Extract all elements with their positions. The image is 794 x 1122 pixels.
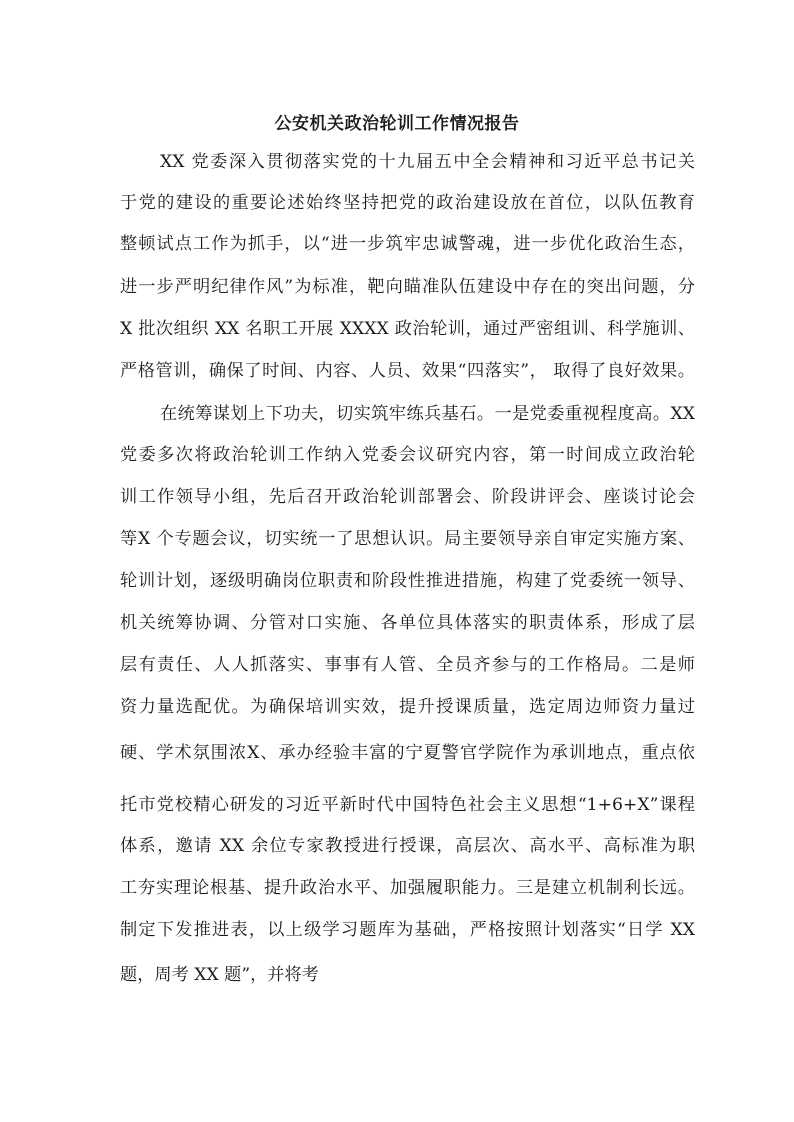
paragraph-line: 党委多次将政治轮训工作纳入党委会议研究内容，第一时间成立政治轮 [120, 445, 695, 465]
document-title: 公安机关政治轮训工作情况报告 [274, 114, 520, 134]
paragraph-line: 体系，邀请 XX 余位专家教授进行授课，高层次、高水平、高标准为职 [120, 836, 695, 856]
paragraph-line: 在统筹谋划上下功夫，切实筑牢练兵基石。一是党委重视程度高。XX [160, 404, 695, 424]
paragraph-line: 工夯实理论根基、提升政治水平、加强履职能力。三是建立机制利长远。 [120, 878, 695, 898]
paragraph-line: 制定下发推进表，以上级学习题库为基础，严格按照计划落实“日学 XX [120, 920, 695, 940]
paragraph-line: 训工作领导小组，先后召开政治轮训部署会、阶段讲评会、座谈讨论会 [120, 487, 695, 507]
paragraph-line: 于党的建设的重要论述始终坚持把党的政治建设放在首位，以队伍教育 [120, 193, 695, 213]
paragraph-line: 整顿试点工作为抓手，以“进一步筑牢忠诚警魂，进一步优化政治生态， [120, 234, 695, 254]
paragraph-line: 机关统筹协调、分管对口实施、各单位具体落实的职责体系，形成了层 [120, 613, 695, 633]
paragraph-line: 题，周考 XX 题”，并将考 [120, 965, 319, 985]
paragraph-line: 轮训计划，逐级明确岗位职责和阶段性推进措施，构建了党委统一领导、 [120, 571, 695, 591]
paragraph-line: 托市党校精心研发的习近平新时代中国特色社会主义思想“1+6+X”课程 [120, 795, 695, 815]
paragraph-line: 等X 个专题会议，切实统一了思想认识。局主要领导亲自审定实施方案、 [120, 529, 695, 549]
paragraph-line: 资力量选配优。为确保培训实效，提升授课质量，选定周边师资力量过 [120, 697, 695, 717]
paragraph-line: 层有责任、人人抓落实、事事有人管、全员齐参与的工作格局。二是师 [120, 655, 695, 675]
paragraph-line: 硬、学术氛围浓X、承办经验丰富的宁夏警官学院作为承训地点，重点依 [120, 743, 695, 763]
paragraph-line: X 批次组织 XX 名职工开展 XXXX 政治轮训，通过严密组训、科学施训、 [120, 319, 695, 339]
paragraph-line: XX 党委深入贯彻落实党的十九届五中全会精神和习近平总书记关 [160, 152, 695, 172]
paragraph-line: 进一步严明纪律作风”为标准，靶向瞄准队伍建设中存在的突出问题，分 [120, 277, 695, 297]
paragraph-line: 严格管训，确保了时间、内容、人员、效果“四落实”， 取得了良好效果。 [120, 361, 695, 381]
